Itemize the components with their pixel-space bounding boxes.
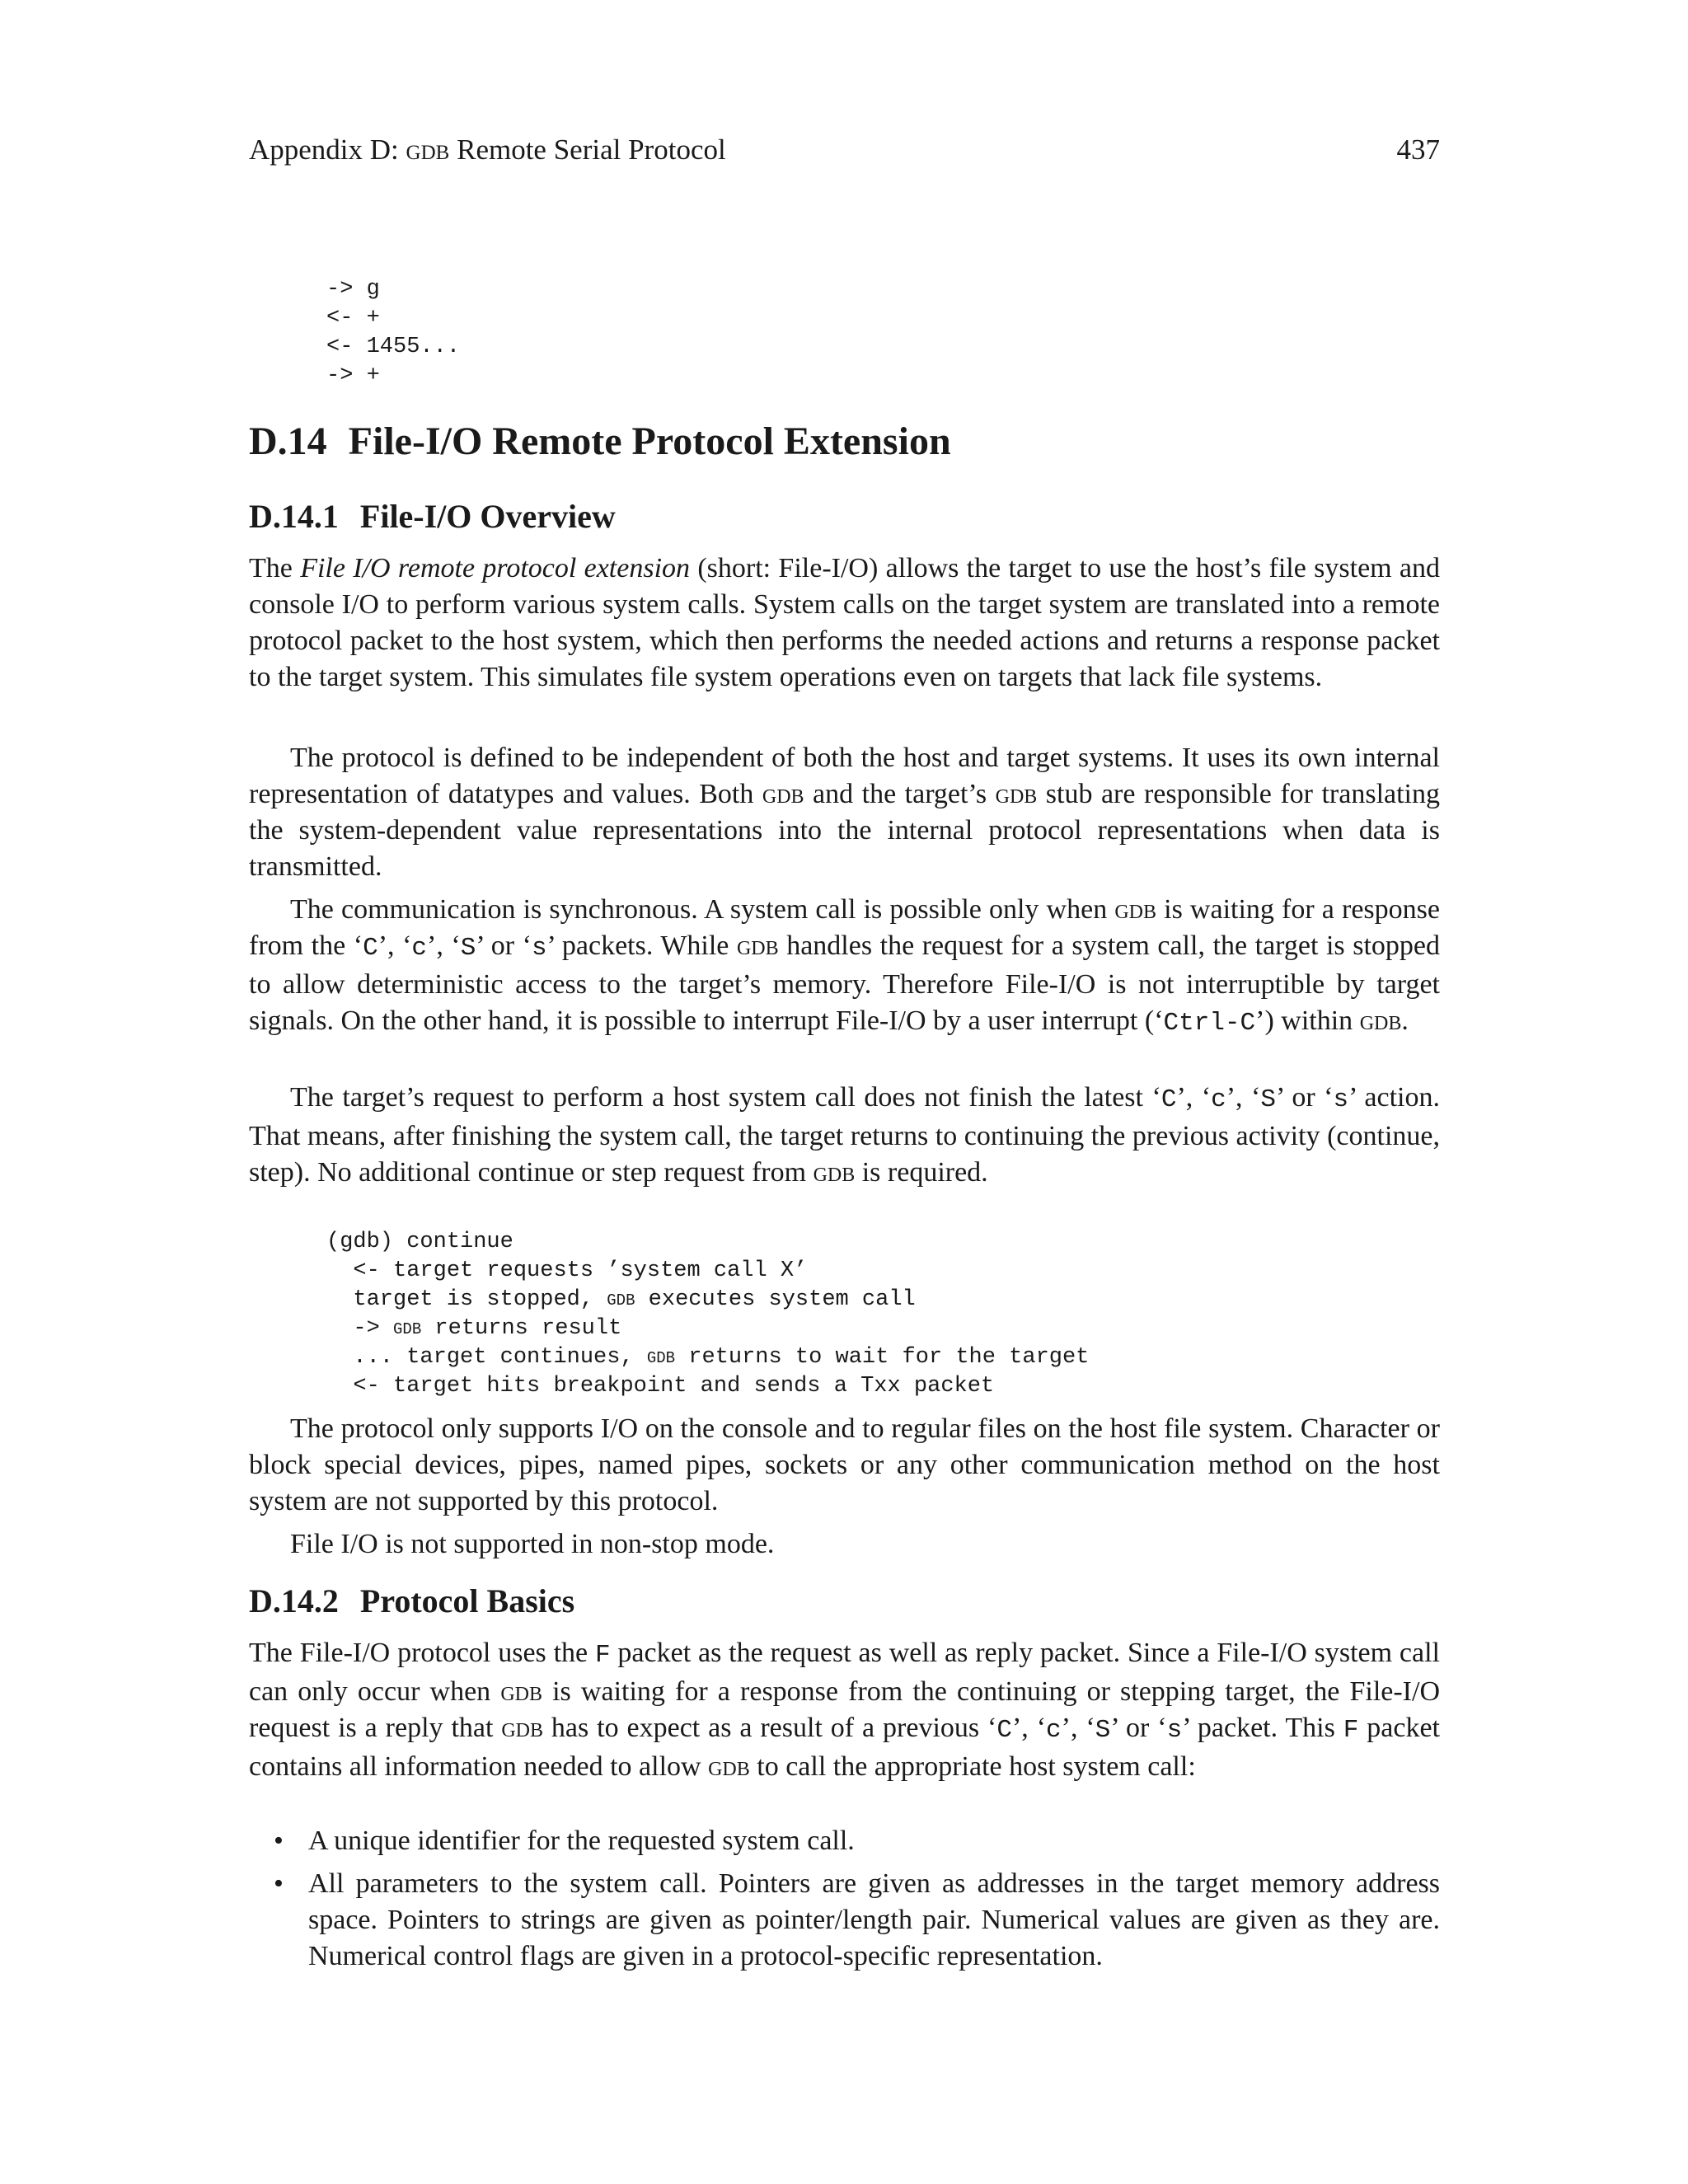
page-number: 437 [1396,134,1440,166]
paragraph-overview-2: The protocol is defined to be independent of both the host and target systems. It uses its own internal representation of datatypes and values. Both gdb and the target’s gdb stub are responsible for translating the system-dependent value representations into the internal protocol representations when data is transmitted. [249,743,1440,882]
code-block-gdb-session: (gdb) continue <- target requests ’system call X’ target is stopped, gdb executes system call -> gdb returns result ... target continues, gdb returns to wait for the target <- target hits breakpoint and sends a Txx packet [326,1230,1090,1399]
running-header [249,132,1440,168]
bullet-icon: • [274,1868,284,1899]
header-title: Appendix D: gdb Remote Serial Protocol [249,134,726,166]
paragraph-overview-5: The protocol only supports I/O on the console and to regular files on the host file system. Character or block special devices, pipes, named pipes, sockets or any other communication method on the host system are not supported by this protocol. [249,1413,1440,1516]
paragraph-overview-6: File I/O is not supported in non-stop mode. [290,1529,775,1559]
list-item: • All parameters to the system call. Pointers are given as addresses in the target memory address space. Pointers to strings are given as pointer/length pair. Numerical values are given as they are. Numerical control flags are given in a protocol-specific representation. [249,1866,1440,1975]
paragraph-overview-1: The File I/O remote protocol extension (short: File-I/O) allows the target to use the host’s file system and console I/O to perform various system calls. System calls on the target system are translated into a remote protocol packet to the host system, which then performs the needed actions and returns a response packet to the target system. This simulates file system operations even on targets that lack file systems. [249,553,1441,692]
subsection-heading-basics: D.14.2 Protocol Basics [249,1582,575,1619]
code-block-packets: -> g <- + <- 1455... -> + [326,277,461,388]
bullet-icon: • [274,1825,284,1856]
bullet-list [249,1823,1440,1975]
paragraph-basics-1: The File-I/O protocol uses the F packet as the request as well as reply packet. Since a File-I/O system call can only occur when gdb is waiting for a response from the continuing or stepping target, the File-I/O request is a reply that gdb has to expect as a result of a previous ‘C’, ‘c’, ‘S’ or ‘s’ packet. This F packet contains all information needed to allow gdb to call the appropriate host system call: [249,1638,1441,1782]
section-heading: D.14 File-I/O Remote Protocol Extension [249,419,951,463]
paragraph-overview-3: The communication is synchronous. A system call is possible only when gdb is waiting for a response from the ‘C’, ‘c’, ‘S’ or ‘s’ packets. While gdb handles the request for a system call, the target is stopped to allow deterministic access to the target’s memory. Therefore File-I/O is not interruptible by target signals. On the other hand, it is possible to interrupt File-I/O by a user interrupt (‘Ctrl-C’) within gdb. [249,894,1440,1038]
paragraph-overview-4: The target’s request to perform a host system call does not finish the latest ‘C’, ‘c’, ‘S’ or ‘s’ action. That means, after finishing the system call, the target returns to continuing the previous activity (continue, step). No additional continue or step request from gdb is required. [249,1082,1440,1188]
subsection-heading-overview: D.14.1 File-I/O Overview [249,498,616,535]
list-item: • A unique identifier for the requested system call. [249,1823,1440,1859]
